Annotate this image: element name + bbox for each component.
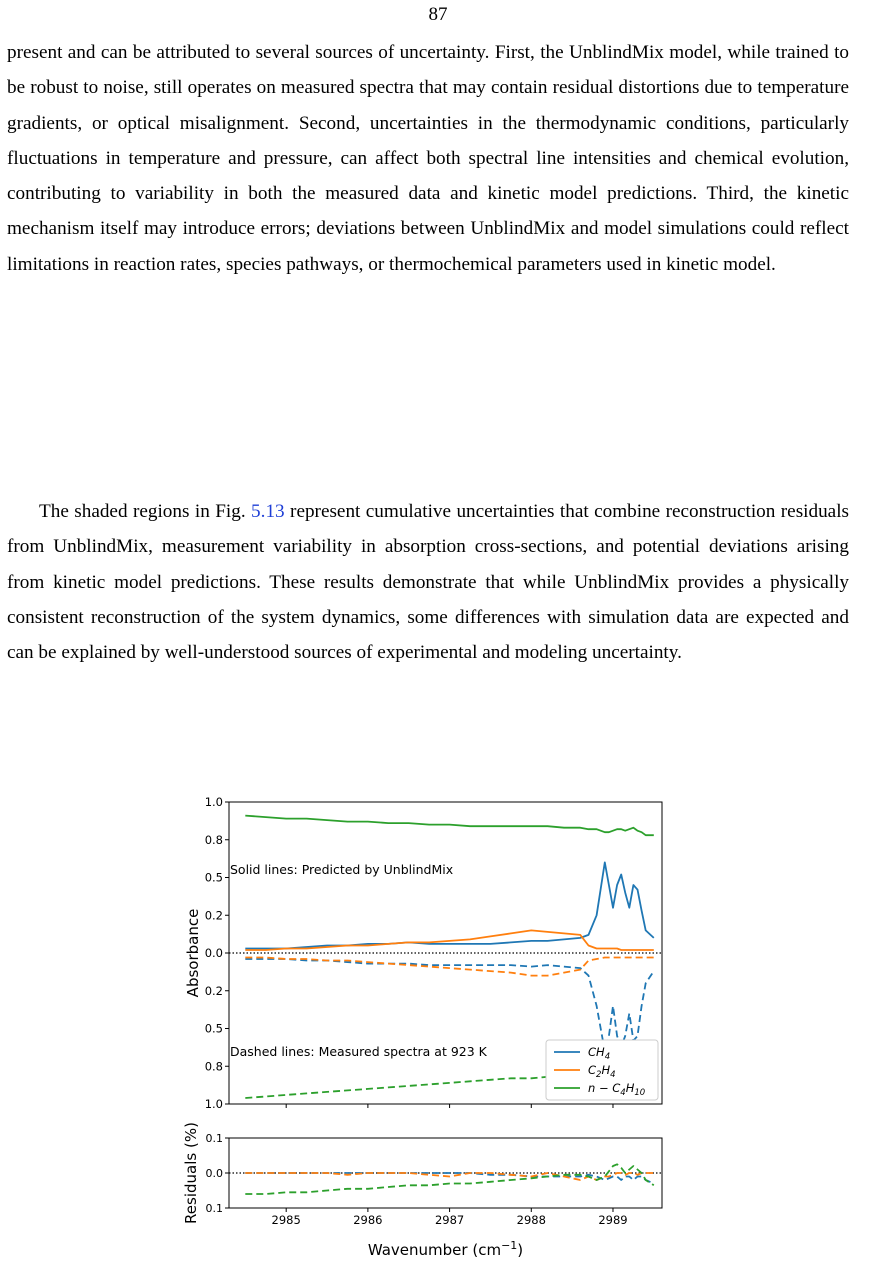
residuals-y-tick-label: 0.1 [205, 1132, 223, 1145]
residuals-y-ticks [206, 1132, 230, 1215]
residuals-x-ticks [272, 1208, 628, 1227]
main-y-tick-label: 1.0 [204, 1097, 223, 1111]
series-line-predicted-nc4h10 [245, 816, 654, 836]
main-y-tick-label: 1.0 [204, 795, 223, 809]
residuals-y-tick-label: 0.1 [205, 1202, 223, 1215]
residual-line-ch4 [245, 1173, 654, 1184]
residuals-y-tick-label: 0.0 [205, 1167, 223, 1180]
legend-label-nc4h10: $n - C_4H_{10}$ [588, 1081, 646, 1098]
main-y-tick-label: 0.2 [204, 908, 223, 923]
x-axis-label-text: Wavenumber (cm [367, 1241, 502, 1259]
annotation-measured: Dashed lines: Measured spectra at 923 K [230, 1044, 487, 1060]
x-axis-label-exponent: −1 [501, 1239, 518, 1252]
residuals-plot-panel [182, 1122, 662, 1259]
residual-line-nc4h10 [245, 1164, 654, 1194]
chart-legend [546, 1040, 658, 1100]
main-plot-panel [184, 795, 662, 1111]
residuals-y-axis-label: Residuals (%) [182, 1122, 200, 1224]
x-axis-label [368, 1239, 523, 1259]
main-y-ticks [205, 795, 229, 1111]
main-y-tick-label: 0.0 [204, 946, 223, 960]
paragraph-2-start: The shaded regions in Fig. [39, 501, 252, 522]
main-y-axis-label: Absorbance [184, 908, 202, 998]
x-tick-label: 2987 [434, 1213, 465, 1227]
x-tick-label: 2988 [516, 1213, 546, 1227]
figure-reference-link[interactable]: 5.13 [251, 501, 285, 522]
paragraph-2-rest: represent cumulative uncertainties that combine reconstruction residuals from UnblindMix, measurement variability in absorption cross-sections, and potential deviations arising from kinetic model predictions. These results demonstrate that while UnblindMix provides a physically consistent reconstruction of the system dynamics, some differences with simulation data are expected and can be explained by well-understood sources of experimental and modeling uncertainty. [7, 501, 849, 664]
series-line-measured-ch4 [245, 959, 654, 1051]
x-axis-label-close: ) [517, 1241, 524, 1259]
main-x-ticks [286, 1104, 613, 1108]
main-y-tick-label: 0.2 [204, 983, 223, 998]
page-number: 87 [428, 4, 448, 25]
main-y-tick-label: 0.8 [204, 1059, 223, 1074]
main-y-tick-label: 0.5 [204, 870, 223, 885]
paragraph-1: present and can be attributed to several sources of uncertainty. First, the UnblindMix model, while trained to be robust to noise, still operates on measured spectra that may contain residual distortions due to temperature gradients, or optical misalignment. Second, uncertainties in the thermodynamic conditions, particularly fluctuations in temperature and pressure, can affect both spectral line intensities and chemical evolution, contributing to variability in both the measured data and kinetic model predictions. Third, the kinetic mechanism itself may introduce errors; deviations between UnblindMix and model simulations could reflect limitations in reaction rates, species pathways, or thermochemical parameters used in kinetic model. [7, 42, 849, 275]
legend-label-ch4: $CH_4$ [588, 1045, 611, 1062]
legend-label-c2h4: $C_2H_4$ [588, 1063, 616, 1080]
x-tick-label: 2985 [271, 1213, 301, 1227]
main-y-tick-label: 0.5 [204, 1021, 223, 1036]
x-tick-label: 2989 [598, 1213, 628, 1227]
residuals-series-lines [245, 1164, 654, 1194]
x-tick-label: 2986 [353, 1213, 383, 1227]
main-y-tick-label: 0.8 [204, 832, 223, 847]
annotation-predicted: Solid lines: Predicted by UnblindMix [230, 861, 454, 877]
